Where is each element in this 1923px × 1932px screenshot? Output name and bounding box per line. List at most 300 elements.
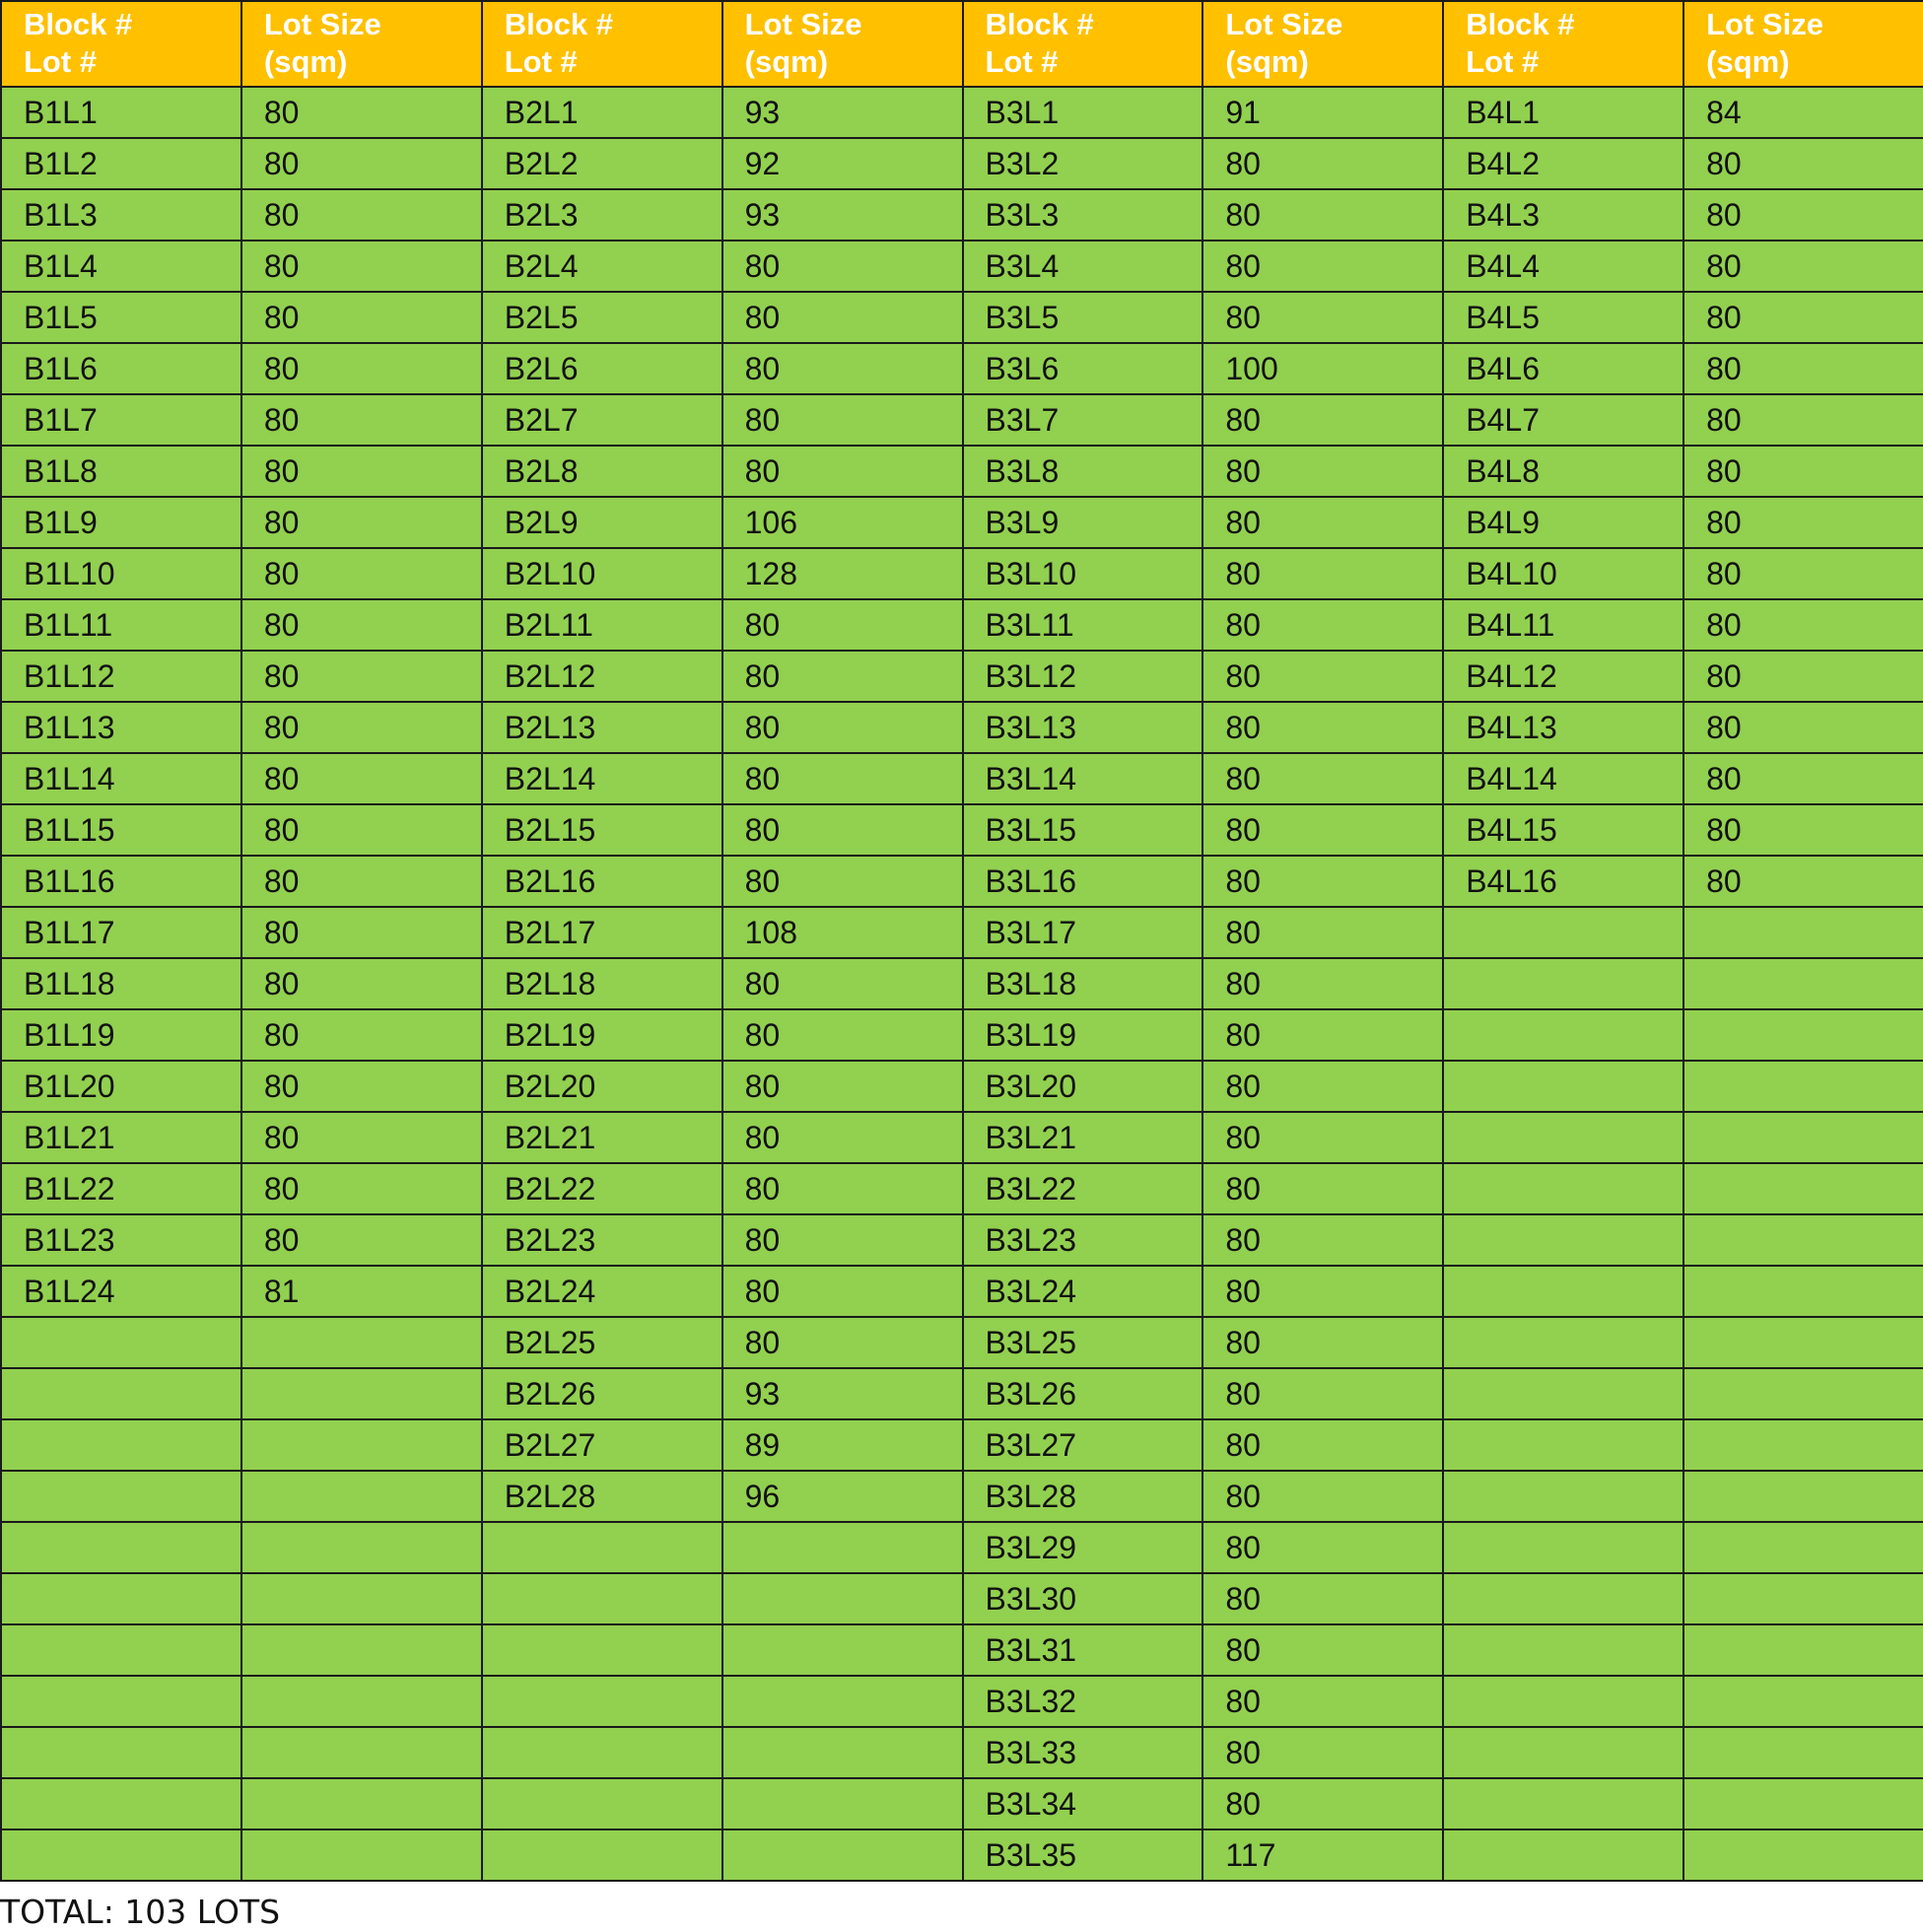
lot-size-cell: 80 bbox=[1683, 856, 1923, 907]
lot-number-cell: B2L15 bbox=[482, 804, 722, 856]
lot-number-cell: B3L6 bbox=[963, 343, 1203, 394]
lot-size-cell bbox=[1683, 1676, 1923, 1727]
lot-size-cell: 80 bbox=[722, 1112, 963, 1163]
lot-number-cell bbox=[1443, 1522, 1683, 1573]
lot-number-cell: B2L4 bbox=[482, 241, 722, 292]
lot-size-cell bbox=[241, 1317, 482, 1368]
lot-number-cell: B3L13 bbox=[963, 702, 1203, 753]
lot-size-cell: 108 bbox=[722, 907, 963, 958]
table-row bbox=[1, 1061, 1923, 1112]
lot-size-cell: 80 bbox=[241, 599, 482, 651]
header-lot-size bbox=[241, 1, 482, 87]
lot-number-cell: B4L5 bbox=[1443, 292, 1683, 343]
lot-size-cell: 80 bbox=[1202, 907, 1443, 958]
lot-size-cell: 80 bbox=[241, 702, 482, 753]
lot-number-cell: B2L22 bbox=[482, 1163, 722, 1214]
lot-number-cell: B3L14 bbox=[963, 753, 1203, 804]
lot-number-cell: B3L23 bbox=[963, 1214, 1203, 1266]
lot-number-cell: B1L15 bbox=[1, 804, 241, 856]
header-line-2: Lot # bbox=[504, 44, 578, 79]
lot-number-cell bbox=[1443, 1727, 1683, 1778]
lot-size-cell bbox=[241, 1522, 482, 1573]
lot-number-cell: B2L12 bbox=[482, 651, 722, 702]
lot-size-cell bbox=[1683, 1727, 1923, 1778]
lot-number-cell: B1L9 bbox=[1, 497, 241, 548]
lot-size-cell: 80 bbox=[241, 804, 482, 856]
lot-size-cell: 80 bbox=[241, 958, 482, 1009]
lot-size-cell: 80 bbox=[1202, 1778, 1443, 1829]
lot-size-cell: 80 bbox=[722, 1317, 963, 1368]
lot-number-cell: B2L27 bbox=[482, 1419, 722, 1471]
lot-number-cell: B3L18 bbox=[963, 958, 1203, 1009]
lot-size-cell: 91 bbox=[1202, 87, 1443, 138]
lot-number-cell: B2L1 bbox=[482, 87, 722, 138]
lot-number-cell: B3L30 bbox=[963, 1573, 1203, 1624]
lot-number-cell: B2L26 bbox=[482, 1368, 722, 1419]
lot-number-cell: B3L27 bbox=[963, 1419, 1203, 1471]
lot-size-cell: 89 bbox=[722, 1419, 963, 1471]
lot-number-cell: B2L23 bbox=[482, 1214, 722, 1266]
lot-size-cell: 80 bbox=[241, 1214, 482, 1266]
lot-size-cell bbox=[722, 1778, 963, 1829]
lot-size-cell: 80 bbox=[1202, 1573, 1443, 1624]
lot-number-cell: B4L2 bbox=[1443, 138, 1683, 189]
lot-size-cell: 80 bbox=[722, 702, 963, 753]
table-row bbox=[1, 497, 1923, 548]
lot-size-cell bbox=[241, 1471, 482, 1522]
lot-size-cell: 80 bbox=[1202, 1061, 1443, 1112]
lot-number-cell: B1L24 bbox=[1, 1266, 241, 1317]
lot-size-cell bbox=[1683, 1522, 1923, 1573]
table-row bbox=[1, 87, 1923, 138]
lot-size-cell: 80 bbox=[722, 241, 963, 292]
lot-number-cell: B3L15 bbox=[963, 804, 1203, 856]
table-row bbox=[1, 1317, 1923, 1368]
lot-number-cell bbox=[1, 1829, 241, 1881]
lot-size-cell: 80 bbox=[1683, 241, 1923, 292]
table-row bbox=[1, 753, 1923, 804]
lot-number-cell bbox=[482, 1829, 722, 1881]
lot-size-cell bbox=[241, 1676, 482, 1727]
lot-size-cell bbox=[241, 1573, 482, 1624]
lot-size-cell: 81 bbox=[241, 1266, 482, 1317]
lot-number-cell bbox=[1443, 1419, 1683, 1471]
lot-number-cell: B4L7 bbox=[1443, 394, 1683, 446]
lot-size-cell: 93 bbox=[722, 189, 963, 241]
lot-size-cell: 80 bbox=[722, 856, 963, 907]
lot-size-cell: 80 bbox=[722, 343, 963, 394]
lot-size-cell: 80 bbox=[241, 651, 482, 702]
lot-number-cell: B2L10 bbox=[482, 548, 722, 599]
lot-size-cell: 80 bbox=[1683, 446, 1923, 497]
lot-size-cell: 80 bbox=[1683, 497, 1923, 548]
lot-size-cell: 80 bbox=[1202, 958, 1443, 1009]
header-lot-size bbox=[1683, 1, 1923, 87]
lot-size-cell bbox=[241, 1419, 482, 1471]
table-row bbox=[1, 804, 1923, 856]
table-row bbox=[1, 958, 1923, 1009]
lot-number-cell: B4L4 bbox=[1443, 241, 1683, 292]
lot-number-cell: B2L24 bbox=[482, 1266, 722, 1317]
lot-size-cell: 80 bbox=[241, 343, 482, 394]
lot-size-cell: 80 bbox=[1683, 138, 1923, 189]
table-row bbox=[1, 1266, 1923, 1317]
lot-number-cell: B3L10 bbox=[963, 548, 1203, 599]
lot-number-cell: B4L8 bbox=[1443, 446, 1683, 497]
header-lot-size bbox=[1202, 1, 1443, 87]
lot-number-cell: B2L21 bbox=[482, 1112, 722, 1163]
lot-number-cell: B1L3 bbox=[1, 189, 241, 241]
lot-size-cell: 80 bbox=[241, 497, 482, 548]
lot-size-cell: 80 bbox=[1202, 1368, 1443, 1419]
lot-number-cell bbox=[1443, 1317, 1683, 1368]
header-line-1: Block # bbox=[504, 7, 614, 41]
lot-number-cell bbox=[1443, 1778, 1683, 1829]
header-line-1: Block # bbox=[985, 7, 1094, 41]
lot-number-cell: B3L12 bbox=[963, 651, 1203, 702]
table-row bbox=[1, 1112, 1923, 1163]
lot-number-cell bbox=[1, 1522, 241, 1573]
lot-size-cell: 117 bbox=[1202, 1829, 1443, 1881]
lot-number-cell bbox=[482, 1522, 722, 1573]
lot-size-cell bbox=[241, 1727, 482, 1778]
total-lots-label: TOTAL: 103 LOTS bbox=[0, 1893, 281, 1931]
lot-size-cell: 80 bbox=[1202, 241, 1443, 292]
header-line-1: Lot Size bbox=[1225, 7, 1343, 41]
lot-number-cell: B3L19 bbox=[963, 1009, 1203, 1061]
lot-number-cell: B3L8 bbox=[963, 446, 1203, 497]
table-row bbox=[1, 343, 1923, 394]
table-body bbox=[1, 87, 1923, 1881]
lot-number-cell bbox=[1, 1727, 241, 1778]
lot-number-cell: B2L19 bbox=[482, 1009, 722, 1061]
lot-size-cell bbox=[722, 1573, 963, 1624]
header-line-1: Lot Size bbox=[744, 7, 862, 41]
lot-number-cell: B2L17 bbox=[482, 907, 722, 958]
lot-number-cell: B3L9 bbox=[963, 497, 1203, 548]
table-header bbox=[1, 1, 1923, 87]
table-row bbox=[1, 1419, 1923, 1471]
header-line-2: Lot # bbox=[24, 44, 98, 79]
lot-number-cell: B2L7 bbox=[482, 394, 722, 446]
lot-number-cell: B1L2 bbox=[1, 138, 241, 189]
lot-number-cell bbox=[1443, 1471, 1683, 1522]
lot-size-cell bbox=[1683, 1061, 1923, 1112]
lot-number-cell: B3L7 bbox=[963, 394, 1203, 446]
lot-size-cell: 80 bbox=[241, 394, 482, 446]
lot-number-cell: B4L15 bbox=[1443, 804, 1683, 856]
lot-number-cell bbox=[482, 1676, 722, 1727]
lot-number-cell: B2L20 bbox=[482, 1061, 722, 1112]
lot-number-cell: B3L4 bbox=[963, 241, 1203, 292]
table-row bbox=[1, 394, 1923, 446]
lot-number-cell: B1L18 bbox=[1, 958, 241, 1009]
lot-size-cell: 80 bbox=[1202, 1163, 1443, 1214]
header-line-2: (sqm) bbox=[263, 44, 348, 79]
lot-number-cell: B2L14 bbox=[482, 753, 722, 804]
lot-size-cell bbox=[241, 1829, 482, 1881]
lot-size-cell bbox=[1683, 1624, 1923, 1676]
lot-size-cell: 80 bbox=[241, 1163, 482, 1214]
table-row bbox=[1, 138, 1923, 189]
lot-number-cell bbox=[1443, 1573, 1683, 1624]
lot-number-cell bbox=[1443, 1829, 1683, 1881]
table-row bbox=[1, 1829, 1923, 1881]
lot-number-cell: B3L34 bbox=[963, 1778, 1203, 1829]
lot-size-cell: 80 bbox=[722, 1061, 963, 1112]
lot-number-cell: B4L1 bbox=[1443, 87, 1683, 138]
lot-size-cell bbox=[241, 1778, 482, 1829]
lot-size-cell: 80 bbox=[1683, 753, 1923, 804]
lot-size-cell: 84 bbox=[1683, 87, 1923, 138]
lot-size-cell: 80 bbox=[1683, 292, 1923, 343]
lot-number-cell: B1L12 bbox=[1, 651, 241, 702]
lot-size-cell bbox=[241, 1624, 482, 1676]
lot-number-cell bbox=[1443, 1112, 1683, 1163]
lot-number-cell: B1L7 bbox=[1, 394, 241, 446]
lot-number-cell: B3L24 bbox=[963, 1266, 1203, 1317]
lot-number-cell: B1L8 bbox=[1, 446, 241, 497]
lot-number-cell: B1L14 bbox=[1, 753, 241, 804]
lot-size-cell: 80 bbox=[1202, 753, 1443, 804]
table-row bbox=[1, 292, 1923, 343]
lot-size-cell: 80 bbox=[1202, 1522, 1443, 1573]
lot-size-cell: 80 bbox=[722, 958, 963, 1009]
lot-number-cell bbox=[1, 1471, 241, 1522]
lot-size-cell: 80 bbox=[241, 446, 482, 497]
table-row bbox=[1, 1009, 1923, 1061]
lot-size-cell: 80 bbox=[1202, 599, 1443, 651]
lot-number-cell: B2L9 bbox=[482, 497, 722, 548]
lot-size-cell: 80 bbox=[1683, 651, 1923, 702]
lot-size-cell: 80 bbox=[1683, 804, 1923, 856]
lot-size-cell bbox=[1683, 1317, 1923, 1368]
header-line-2: (sqm) bbox=[1225, 44, 1309, 79]
lot-number-cell: B3L31 bbox=[963, 1624, 1203, 1676]
header-line-2: Lot # bbox=[985, 44, 1059, 79]
lot-number-cell bbox=[482, 1727, 722, 1778]
lot-size-cell: 80 bbox=[1202, 651, 1443, 702]
lot-number-cell: B2L18 bbox=[482, 958, 722, 1009]
lot-number-cell: B1L20 bbox=[1, 1061, 241, 1112]
table-row bbox=[1, 1522, 1923, 1573]
lot-number-cell bbox=[1443, 1624, 1683, 1676]
header-line-1: Block # bbox=[24, 7, 133, 41]
lot-size-cell: 80 bbox=[722, 394, 963, 446]
lot-number-cell bbox=[1443, 1061, 1683, 1112]
lot-size-cell: 80 bbox=[1202, 394, 1443, 446]
lot-size-cell: 80 bbox=[722, 1163, 963, 1214]
table-row bbox=[1, 907, 1923, 958]
lot-size-cell bbox=[1683, 958, 1923, 1009]
lot-size-cell: 80 bbox=[722, 651, 963, 702]
lot-number-cell bbox=[482, 1573, 722, 1624]
lot-size-cell bbox=[722, 1522, 963, 1573]
header-row bbox=[1, 1, 1923, 87]
table-row bbox=[1, 548, 1923, 599]
header-block-lot bbox=[1, 1, 241, 87]
lot-size-cell: 80 bbox=[241, 292, 482, 343]
table-row bbox=[1, 1214, 1923, 1266]
lot-number-cell: B3L21 bbox=[963, 1112, 1203, 1163]
table-row bbox=[1, 856, 1923, 907]
lot-number-cell: B3L33 bbox=[963, 1727, 1203, 1778]
lot-size-cell bbox=[1683, 1471, 1923, 1522]
lot-size-cell: 80 bbox=[1683, 394, 1923, 446]
lot-size-cell bbox=[1683, 1009, 1923, 1061]
lot-size-cell: 80 bbox=[1202, 1727, 1443, 1778]
lot-number-cell: B3L20 bbox=[963, 1061, 1203, 1112]
table-row bbox=[1, 1624, 1923, 1676]
lot-size-cell: 93 bbox=[722, 87, 963, 138]
lot-size-cell bbox=[722, 1624, 963, 1676]
lot-size-cell: 80 bbox=[722, 599, 963, 651]
lot-size-cell bbox=[1683, 1163, 1923, 1214]
lot-size-cell: 80 bbox=[1202, 856, 1443, 907]
header-line-1: Block # bbox=[1466, 7, 1575, 41]
lot-size-cell: 80 bbox=[1683, 189, 1923, 241]
lot-number-cell: B1L13 bbox=[1, 702, 241, 753]
lot-size-cell: 80 bbox=[1202, 1676, 1443, 1727]
lot-size-cell: 80 bbox=[241, 241, 482, 292]
lot-number-cell: B3L17 bbox=[963, 907, 1203, 958]
lot-size-cell: 80 bbox=[241, 856, 482, 907]
lot-number-cell bbox=[1443, 1163, 1683, 1214]
lot-number-cell bbox=[1443, 1368, 1683, 1419]
lot-size-cell: 80 bbox=[1202, 1419, 1443, 1471]
lot-number-cell: B1L5 bbox=[1, 292, 241, 343]
lot-number-cell: B3L11 bbox=[963, 599, 1203, 651]
lot-size-cell: 80 bbox=[722, 753, 963, 804]
lot-number-cell: B3L2 bbox=[963, 138, 1203, 189]
lot-size-cell: 80 bbox=[1202, 1266, 1443, 1317]
lot-number-cell: B1L1 bbox=[1, 87, 241, 138]
lot-number-cell: B1L11 bbox=[1, 599, 241, 651]
lot-size-cell: 80 bbox=[241, 138, 482, 189]
lot-size-cell: 100 bbox=[1202, 343, 1443, 394]
lot-size-cell bbox=[1683, 1778, 1923, 1829]
lot-number-cell: B3L1 bbox=[963, 87, 1203, 138]
table-row bbox=[1, 1471, 1923, 1522]
header-line-2: (sqm) bbox=[744, 44, 829, 79]
lot-number-cell: B2L13 bbox=[482, 702, 722, 753]
lot-size-cell bbox=[722, 1727, 963, 1778]
lot-number-cell: B1L6 bbox=[1, 343, 241, 394]
lot-number-cell: B2L8 bbox=[482, 446, 722, 497]
lot-size-cell: 92 bbox=[722, 138, 963, 189]
lot-number-cell: B2L28 bbox=[482, 1471, 722, 1522]
lot-number-cell: B4L16 bbox=[1443, 856, 1683, 907]
lot-number-cell bbox=[1, 1573, 241, 1624]
lot-number-cell bbox=[1, 1317, 241, 1368]
table-row bbox=[1, 446, 1923, 497]
lot-number-cell: B1L10 bbox=[1, 548, 241, 599]
lot-number-cell: B1L21 bbox=[1, 1112, 241, 1163]
lot-size-cell: 80 bbox=[722, 446, 963, 497]
lot-size-cell: 80 bbox=[1202, 1112, 1443, 1163]
lot-number-cell bbox=[1, 1624, 241, 1676]
lot-number-cell: B2L3 bbox=[482, 189, 722, 241]
lot-size-cell: 80 bbox=[722, 1009, 963, 1061]
lot-number-cell bbox=[1, 1419, 241, 1471]
lot-number-cell: B4L11 bbox=[1443, 599, 1683, 651]
lot-size-cell: 80 bbox=[1202, 189, 1443, 241]
lot-number-cell bbox=[1443, 907, 1683, 958]
lot-number-cell: B3L28 bbox=[963, 1471, 1203, 1522]
lot-size-cell: 80 bbox=[1202, 1009, 1443, 1061]
lot-size-cell: 80 bbox=[241, 1009, 482, 1061]
lot-size-cell bbox=[1683, 907, 1923, 958]
table-row bbox=[1, 702, 1923, 753]
lot-number-cell: B4L3 bbox=[1443, 189, 1683, 241]
table-row bbox=[1, 1573, 1923, 1624]
lot-number-cell bbox=[1443, 958, 1683, 1009]
table-row bbox=[1, 599, 1923, 651]
lot-number-cell bbox=[1443, 1009, 1683, 1061]
lot-size-cell: 80 bbox=[1202, 1317, 1443, 1368]
header-line-2: Lot # bbox=[1466, 44, 1540, 79]
lot-size-cell: 80 bbox=[1202, 702, 1443, 753]
lot-number-cell: B3L22 bbox=[963, 1163, 1203, 1214]
lot-size-cell: 80 bbox=[722, 804, 963, 856]
lot-number-cell bbox=[1, 1778, 241, 1829]
lot-size-cell bbox=[241, 1368, 482, 1419]
lot-number-cell: B3L26 bbox=[963, 1368, 1203, 1419]
lot-size-cell: 106 bbox=[722, 497, 963, 548]
lot-number-cell: B1L4 bbox=[1, 241, 241, 292]
lot-number-cell bbox=[1, 1676, 241, 1727]
lot-size-cell: 128 bbox=[722, 548, 963, 599]
table-row bbox=[1, 1778, 1923, 1829]
table-row bbox=[1, 1676, 1923, 1727]
header-block-lot bbox=[963, 1, 1203, 87]
lot-number-cell bbox=[1, 1368, 241, 1419]
lot-number-cell bbox=[482, 1778, 722, 1829]
lot-number-cell: B2L2 bbox=[482, 138, 722, 189]
lot-size-cell: 80 bbox=[722, 1214, 963, 1266]
lot-number-cell: B1L22 bbox=[1, 1163, 241, 1214]
lot-size-cell bbox=[1683, 1112, 1923, 1163]
lot-size-cell bbox=[1683, 1368, 1923, 1419]
lot-size-cell: 80 bbox=[1202, 1214, 1443, 1266]
lot-number-cell bbox=[1443, 1676, 1683, 1727]
lot-size-cell: 80 bbox=[241, 1061, 482, 1112]
table-row bbox=[1, 189, 1923, 241]
lot-number-cell: B3L29 bbox=[963, 1522, 1203, 1573]
lot-number-cell: B3L32 bbox=[963, 1676, 1203, 1727]
table-row bbox=[1, 651, 1923, 702]
lot-size-cell: 80 bbox=[241, 548, 482, 599]
lot-number-cell: B2L6 bbox=[482, 343, 722, 394]
lot-number-cell: B1L19 bbox=[1, 1009, 241, 1061]
lot-size-cell bbox=[722, 1676, 963, 1727]
lot-number-cell: B1L23 bbox=[1, 1214, 241, 1266]
lot-size-cell: 80 bbox=[1683, 702, 1923, 753]
header-lot-size bbox=[722, 1, 963, 87]
header-line-1: Lot Size bbox=[263, 7, 381, 41]
lot-number-cell: B1L17 bbox=[1, 907, 241, 958]
header-block-lot bbox=[1443, 1, 1683, 87]
lot-size-cell: 80 bbox=[1202, 1471, 1443, 1522]
lot-size-cell: 80 bbox=[1202, 446, 1443, 497]
lot-size-cell: 80 bbox=[722, 292, 963, 343]
table-row bbox=[1, 1163, 1923, 1214]
header-line-1: Lot Size bbox=[1706, 7, 1823, 41]
table-row bbox=[1, 241, 1923, 292]
lot-size-cell: 80 bbox=[722, 1266, 963, 1317]
lot-number-cell: B3L5 bbox=[963, 292, 1203, 343]
lot-size-cell: 80 bbox=[1202, 292, 1443, 343]
